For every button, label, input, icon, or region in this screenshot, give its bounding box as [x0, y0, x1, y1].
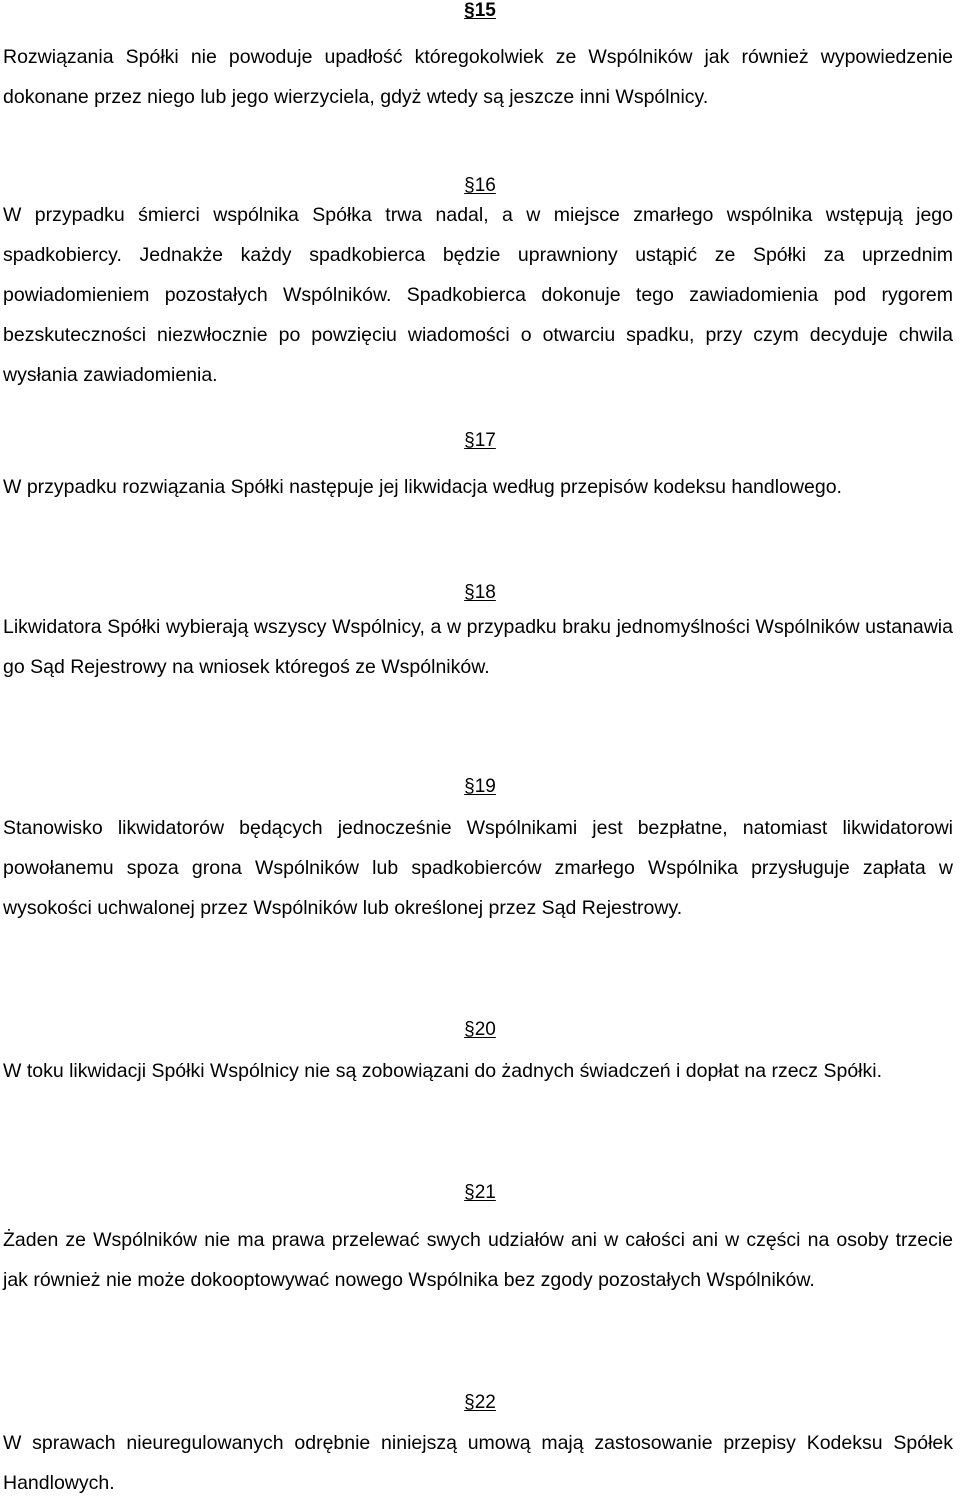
section-text-22: W sprawach nieuregulowanych odrębnie niniejszą umową mają zastosowanie przepisy Kodeksu Spółek Handlowych. [3, 1432, 953, 1494]
section-text-17: W przypadku rozwiązania Spółki następuje jej likwidacja według przepisów kodeksu handlowego. [3, 476, 842, 498]
section-text-20: W toku likwidacji Spółki Wspólnicy nie są zobowiązani do żadnych świadczeń i dopłat na rzecz Spółki. [3, 1060, 882, 1082]
section-text-15: Rozwiązania Spółki nie powoduje upadłość któregokolwiek ze Wspólników jak również wypowiedzenie dokonane przez niego lub jego wierzyciela, gdyż wtedy są jeszcze inni Wspólnicy. [3, 46, 953, 108]
section-heading-21: §21 [464, 1182, 496, 1203]
section-text-16: W przypadku śmierci wspólnika Spółka trwa nadal, a w miejsce zmarłego wspólnika wstępują jego spadkobiercy. Jednakże każdy spadkobierca będzie uprawniony ustąpić ze Spółki za uprzednim powiadomieniem pozostałych Wspólników. Spadkobierca dokonuje tego zawiadomienia pod rygorem bezskuteczności niezwłocznie po powzięciu wiadomości o otwarciu spadku, przy czym decyduje chwila wysłania zawiadomienia. [3, 204, 953, 386]
section-heading-17: §17 [464, 430, 496, 451]
section-text-19: Stanowisko likwidatorów będących jednocześnie Wspólnikami jest bezpłatne, natomiast likwidatorowi powołanemu spoza grona Wspólników lub spadkobierców zmarłego Wspólnika przysługuje zapłata w wysokości uchwalonej przez Wspólników lub określonej przez Sąd Rejestrowy. [3, 817, 953, 919]
section-text-21: Żaden ze Wspólników nie ma prawa przelewać swych udziałów ani w całości ani w części na osoby trzecie jak również nie może dokooptowywać nowego Wspólnika bez zgody pozostałych Wspólników. [3, 1229, 953, 1291]
section-heading-18: §18 [464, 582, 496, 603]
section-text-18: Likwidatora Spółki wybierają wszyscy Wspólnicy, a w przypadku braku jednomyślności Wspólników ustanawia go Sąd Rejestrowy na wniosek któregoś ze Wspólników. [3, 616, 953, 678]
section-heading-20: §20 [464, 1019, 496, 1040]
section-heading-16: §16 [464, 175, 496, 196]
section-heading-22: §22 [464, 1392, 496, 1413]
section-heading-19: §19 [464, 776, 496, 797]
section-heading-15: §15 [464, 0, 496, 21]
